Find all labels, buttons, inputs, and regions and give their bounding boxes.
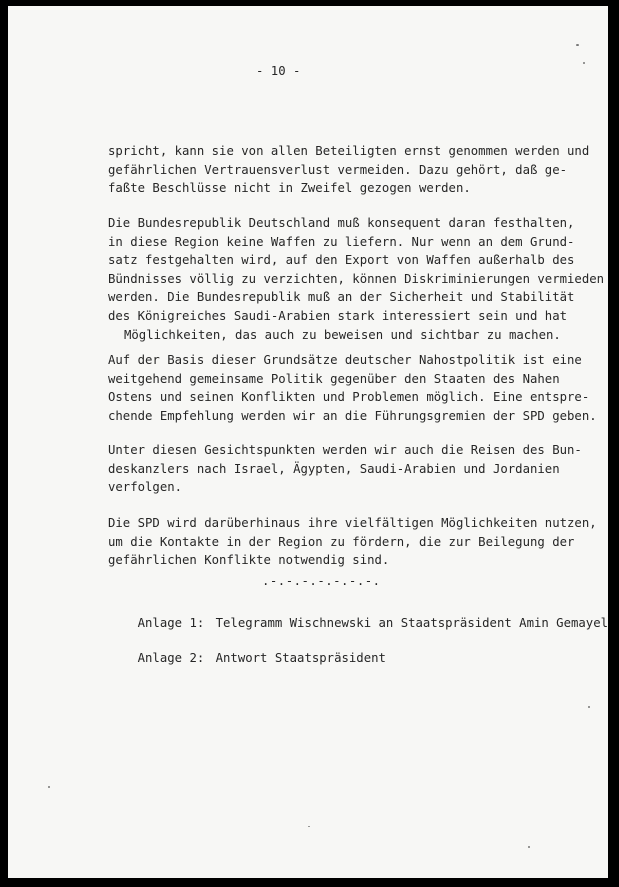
scan-speck [588, 706, 590, 708]
scan-speck [583, 62, 585, 64]
scan-speck [308, 826, 310, 827]
attachment-2 [108, 637, 386, 679]
text-line: spricht, kann sie von allen Beteiligten ernst genommen werden und [108, 144, 590, 158]
paragraph-2 [108, 214, 605, 344]
text-line: verfolgen. [108, 480, 183, 495]
text-line: faßte Beschlüsse nicht in Zweifel gezogen werden. [108, 181, 471, 196]
text-line: weitgehend gemeinsame Politik gegenüber den Staaten des Nahen [108, 371, 560, 386]
text-line: Bündnisses völlig zu verzichten, können Diskriminierungen vermieden [108, 271, 605, 286]
scan-border [608, 0, 619, 887]
text-line: werden. Die Bundesrepublik muß an der Sicherheit und Stabilität [108, 290, 575, 305]
text-line: deskanzlers nach Israel, Ägypten, Saudi-Arabien und Jordanien [108, 461, 560, 476]
scan-speck [48, 786, 50, 788]
text-line: in diese Region keine Waffen zu liefern. Nur wenn an dem Grund- [108, 234, 575, 249]
text-line: Die Bundesrepublik Deutschland muß konsequent daran festhalten, [108, 216, 575, 230]
section-separator: .-.-.-.-.-.-.-. [262, 574, 381, 588]
attachment-text: Telegramm Wischnewski an Staatspräsident Amin Gemayel [215, 616, 608, 630]
attachment-label: Anlage 2: [137, 651, 205, 665]
paragraph-4 [108, 441, 582, 497]
text-line: Die SPD wird darüberhinaus ihre vielfältigen Möglichkeiten nutzen, [108, 516, 597, 530]
text-line: um die Kontakte in der Region zu fördern, die zur Beilegung der [108, 534, 575, 549]
text-line: Möglichkeiten, das auch zu beweisen und sichtbar zu machen. [124, 327, 561, 342]
attachment-text: Antwort Staatspräsident [215, 651, 386, 665]
paragraph-5 [108, 514, 597, 570]
paragraph-1 [108, 142, 590, 198]
attachment-label: Anlage 1: [137, 616, 205, 630]
text-line: gefährlichen Konflikte notwendig sind. [108, 553, 390, 568]
page-number: - 10 - [256, 64, 301, 78]
text-line: chende Empfehlung werden wir an die Führungsgremien der SPD geben. [108, 408, 597, 423]
text-line: Unter diesen Gesichtspunkten werden wir auch die Reisen des Bun- [108, 443, 582, 457]
text-line: des Königreiches Saudi-Arabien stark interessiert sein und hat [108, 308, 568, 323]
scan-speck [528, 846, 530, 848]
text-line: Ostens und seinen Konflikten und Problemen möglich. Eine entspre- [108, 390, 590, 405]
text-line: satz festgehalten wird, auf den Export von Waffen außerhalb des [108, 253, 575, 268]
document-page [8, 6, 608, 878]
scan-speck [576, 44, 579, 46]
text-line: gefährlichen Vertrauensverlust vermeiden. Dazu gehört, daß ge- [108, 162, 568, 177]
paragraph-3 [108, 351, 597, 425]
text-line: Auf der Basis dieser Grundsätze deutscher Nahostpolitik ist eine [108, 353, 582, 367]
